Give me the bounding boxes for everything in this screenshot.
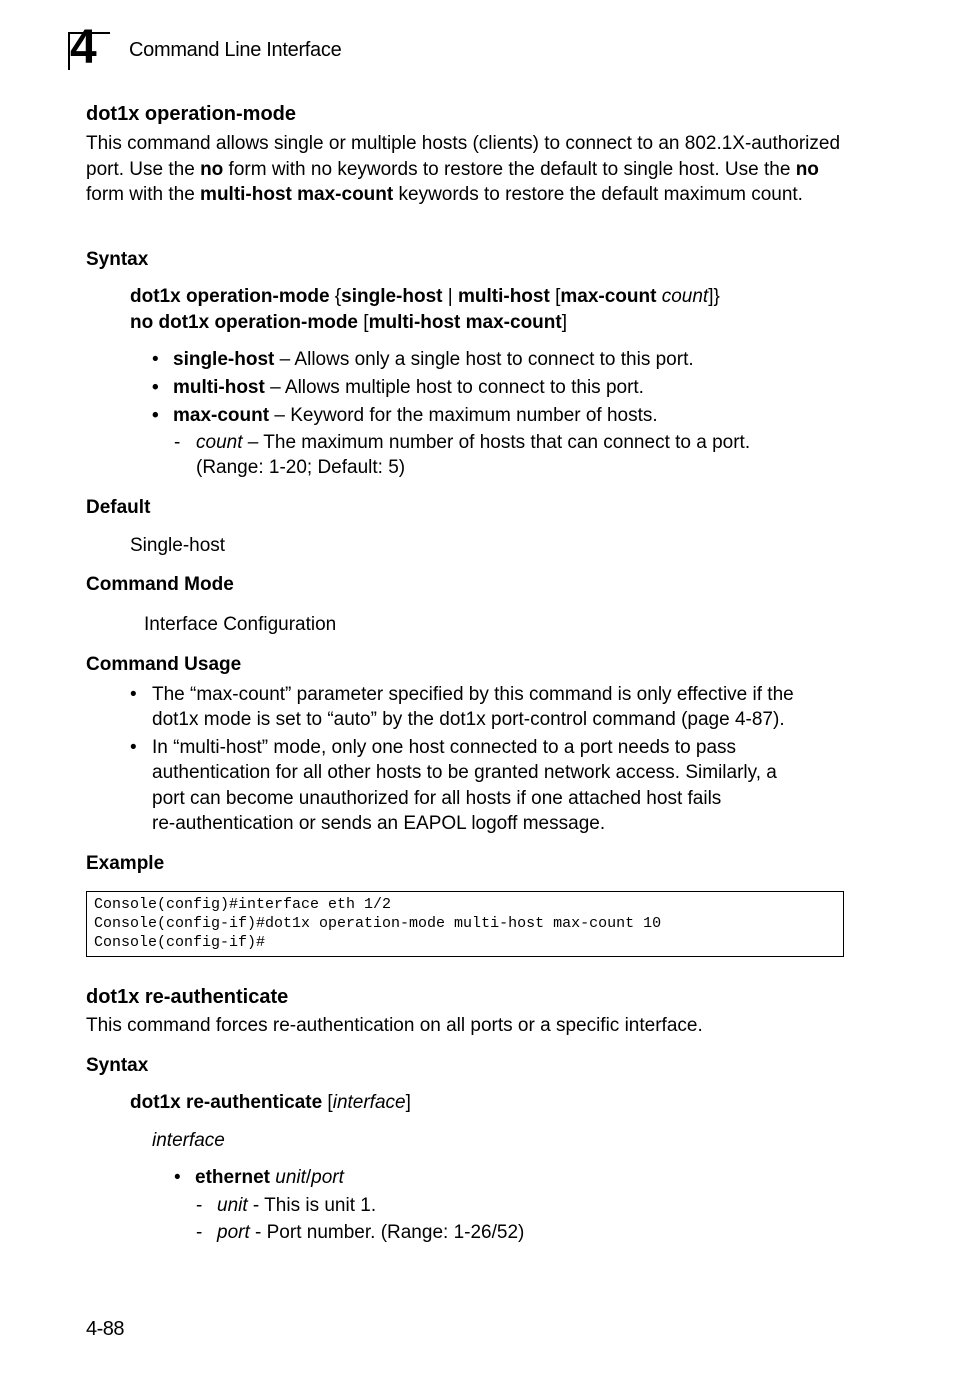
- param-term: max-count: [173, 405, 270, 426]
- param-term: multi-host: [173, 377, 265, 398]
- default-value: Single-host: [130, 535, 226, 556]
- running-header: Command Line Interface: [129, 39, 342, 61]
- param-desc: – Allows only a single host to connect to this port.: [274, 349, 694, 370]
- syntax-keyword: multi-host: [457, 286, 550, 307]
- bullet-icon: •: [174, 1167, 181, 1188]
- param-desc: – Allows multiple host to connect to this port.: [264, 377, 644, 398]
- param-keyword: ethernet: [195, 1167, 270, 1188]
- param-desc: - Port number. (Range: 1-26/52): [249, 1222, 525, 1243]
- syntax-punct: |: [442, 286, 458, 307]
- param-desc: – The maximum number of hosts that can connect to a port.: [242, 432, 751, 453]
- param-term: single-host: [173, 349, 275, 370]
- syntax-punct: [: [358, 312, 369, 333]
- sub-param-unit: [217, 1195, 376, 1217]
- command-mode-heading: Command Mode: [86, 574, 234, 595]
- usage-line: dot1x mode is set to “auto” by the dot1x port-control command (page 4-87).: [152, 709, 785, 730]
- syntax-heading: Syntax: [86, 249, 149, 270]
- syntax-argument: interface: [332, 1092, 406, 1113]
- param-punct: /: [305, 1167, 312, 1188]
- param-term: unit: [217, 1195, 248, 1216]
- dash-icon: -: [196, 1222, 203, 1243]
- param-argument: port: [311, 1167, 344, 1188]
- bullet-icon: •: [152, 349, 159, 370]
- syntax-keyword: single-host: [341, 286, 443, 307]
- operation-mode-description: [86, 131, 856, 208]
- syntax-punct: ]: [405, 1092, 411, 1113]
- syntax-punct: {: [329, 286, 342, 307]
- param-multi-host: [173, 377, 644, 399]
- intro-text: form with the: [86, 184, 201, 205]
- code-line: Console(config-if)#dot1x operation-mode multi-host max-count 10: [94, 915, 662, 932]
- bullet-icon: •: [130, 737, 137, 758]
- param-term: count: [196, 432, 243, 453]
- chapter-number: 4: [70, 21, 97, 74]
- code-line: Console(config-if)#: [94, 934, 266, 951]
- sub-param-range: (Range: 1-20; Default: 5): [196, 457, 406, 478]
- page-number: 4-88: [86, 1318, 125, 1340]
- syntax-punct: [: [322, 1092, 333, 1113]
- syntax-punct: ]: [561, 312, 568, 333]
- usage-line: port can become unauthorized for all hosts if one attached host fails: [152, 788, 722, 809]
- code-line: Console(config)#interface eth 1/2: [94, 896, 392, 913]
- syntax-argument: count: [661, 286, 709, 307]
- dash-icon: -: [196, 1195, 203, 1216]
- sub-param-port: [217, 1222, 524, 1244]
- syntax-keyword: multi-host max-count: [368, 312, 562, 333]
- param-single-host: [173, 349, 694, 371]
- bullet-icon: •: [152, 405, 159, 426]
- param-argument: unit: [275, 1167, 306, 1188]
- intro-text: This command allows single or multiple hosts (clients) to connect to an 802.1X-authorized port. Use the: [86, 133, 841, 180]
- command-mode-value: Interface Configuration: [144, 614, 337, 635]
- sub-param-count: [196, 432, 750, 454]
- param-desc: – Keyword for the maximum number of hosts.: [269, 405, 658, 426]
- syntax-keyword: max-count: [560, 286, 657, 307]
- syntax-command: no dot1x operation-mode: [130, 312, 358, 333]
- bullet-icon: •: [130, 684, 137, 705]
- section-title-re-authenticate: dot1x re-authenticate: [86, 986, 289, 1008]
- example-heading: Example: [86, 853, 165, 874]
- syntax-heading: Syntax: [86, 1055, 149, 1076]
- example-code-block: [86, 891, 844, 957]
- syntax-punct: ]}: [708, 286, 720, 307]
- bullet-icon: •: [152, 377, 159, 398]
- keyword-no: no: [200, 158, 224, 180]
- usage-line: authentication for all other hosts to be granted network access. Similarly, a: [152, 762, 777, 783]
- intro-text: keywords to restore the default maximum count.: [393, 184, 803, 205]
- param-term: port: [217, 1222, 250, 1243]
- param-max-count: [173, 405, 658, 427]
- param-term: interface: [152, 1130, 225, 1151]
- syntax-line-reauth: [130, 1092, 411, 1114]
- keyword-multi-host-max-count: multi-host max-count: [200, 184, 394, 205]
- syntax-command: dot1x operation-mode: [130, 286, 330, 307]
- usage-line: The “max-count” parameter specified by this command is only effective if the: [152, 684, 794, 705]
- syntax-line-1: [130, 286, 720, 308]
- syntax-command: dot1x re-authenticate: [130, 1092, 323, 1113]
- dash-icon: -: [174, 432, 181, 453]
- usage-line: In “multi-host” mode, only one host connected to a port needs to pass: [152, 737, 737, 758]
- usage-line: re-authentication or sends an EAPOL logoff message.: [152, 813, 606, 834]
- command-usage-heading: Command Usage: [86, 654, 242, 675]
- syntax-punct: [: [549, 286, 561, 307]
- keyword-no: no: [795, 158, 819, 180]
- param-desc: - This is unit 1.: [247, 1195, 377, 1216]
- re-authenticate-description: This command forces re-authentication on all ports or a specific interface.: [86, 1015, 703, 1036]
- param-interface-name: [152, 1130, 225, 1152]
- param-ethernet: [195, 1167, 344, 1189]
- section-title-operation-mode: dot1x operation-mode: [86, 103, 297, 125]
- intro-text: form with no keywords to restore the default to single host. Use the: [223, 158, 796, 180]
- syntax-line-2: [130, 312, 567, 334]
- default-heading: Default: [86, 497, 151, 518]
